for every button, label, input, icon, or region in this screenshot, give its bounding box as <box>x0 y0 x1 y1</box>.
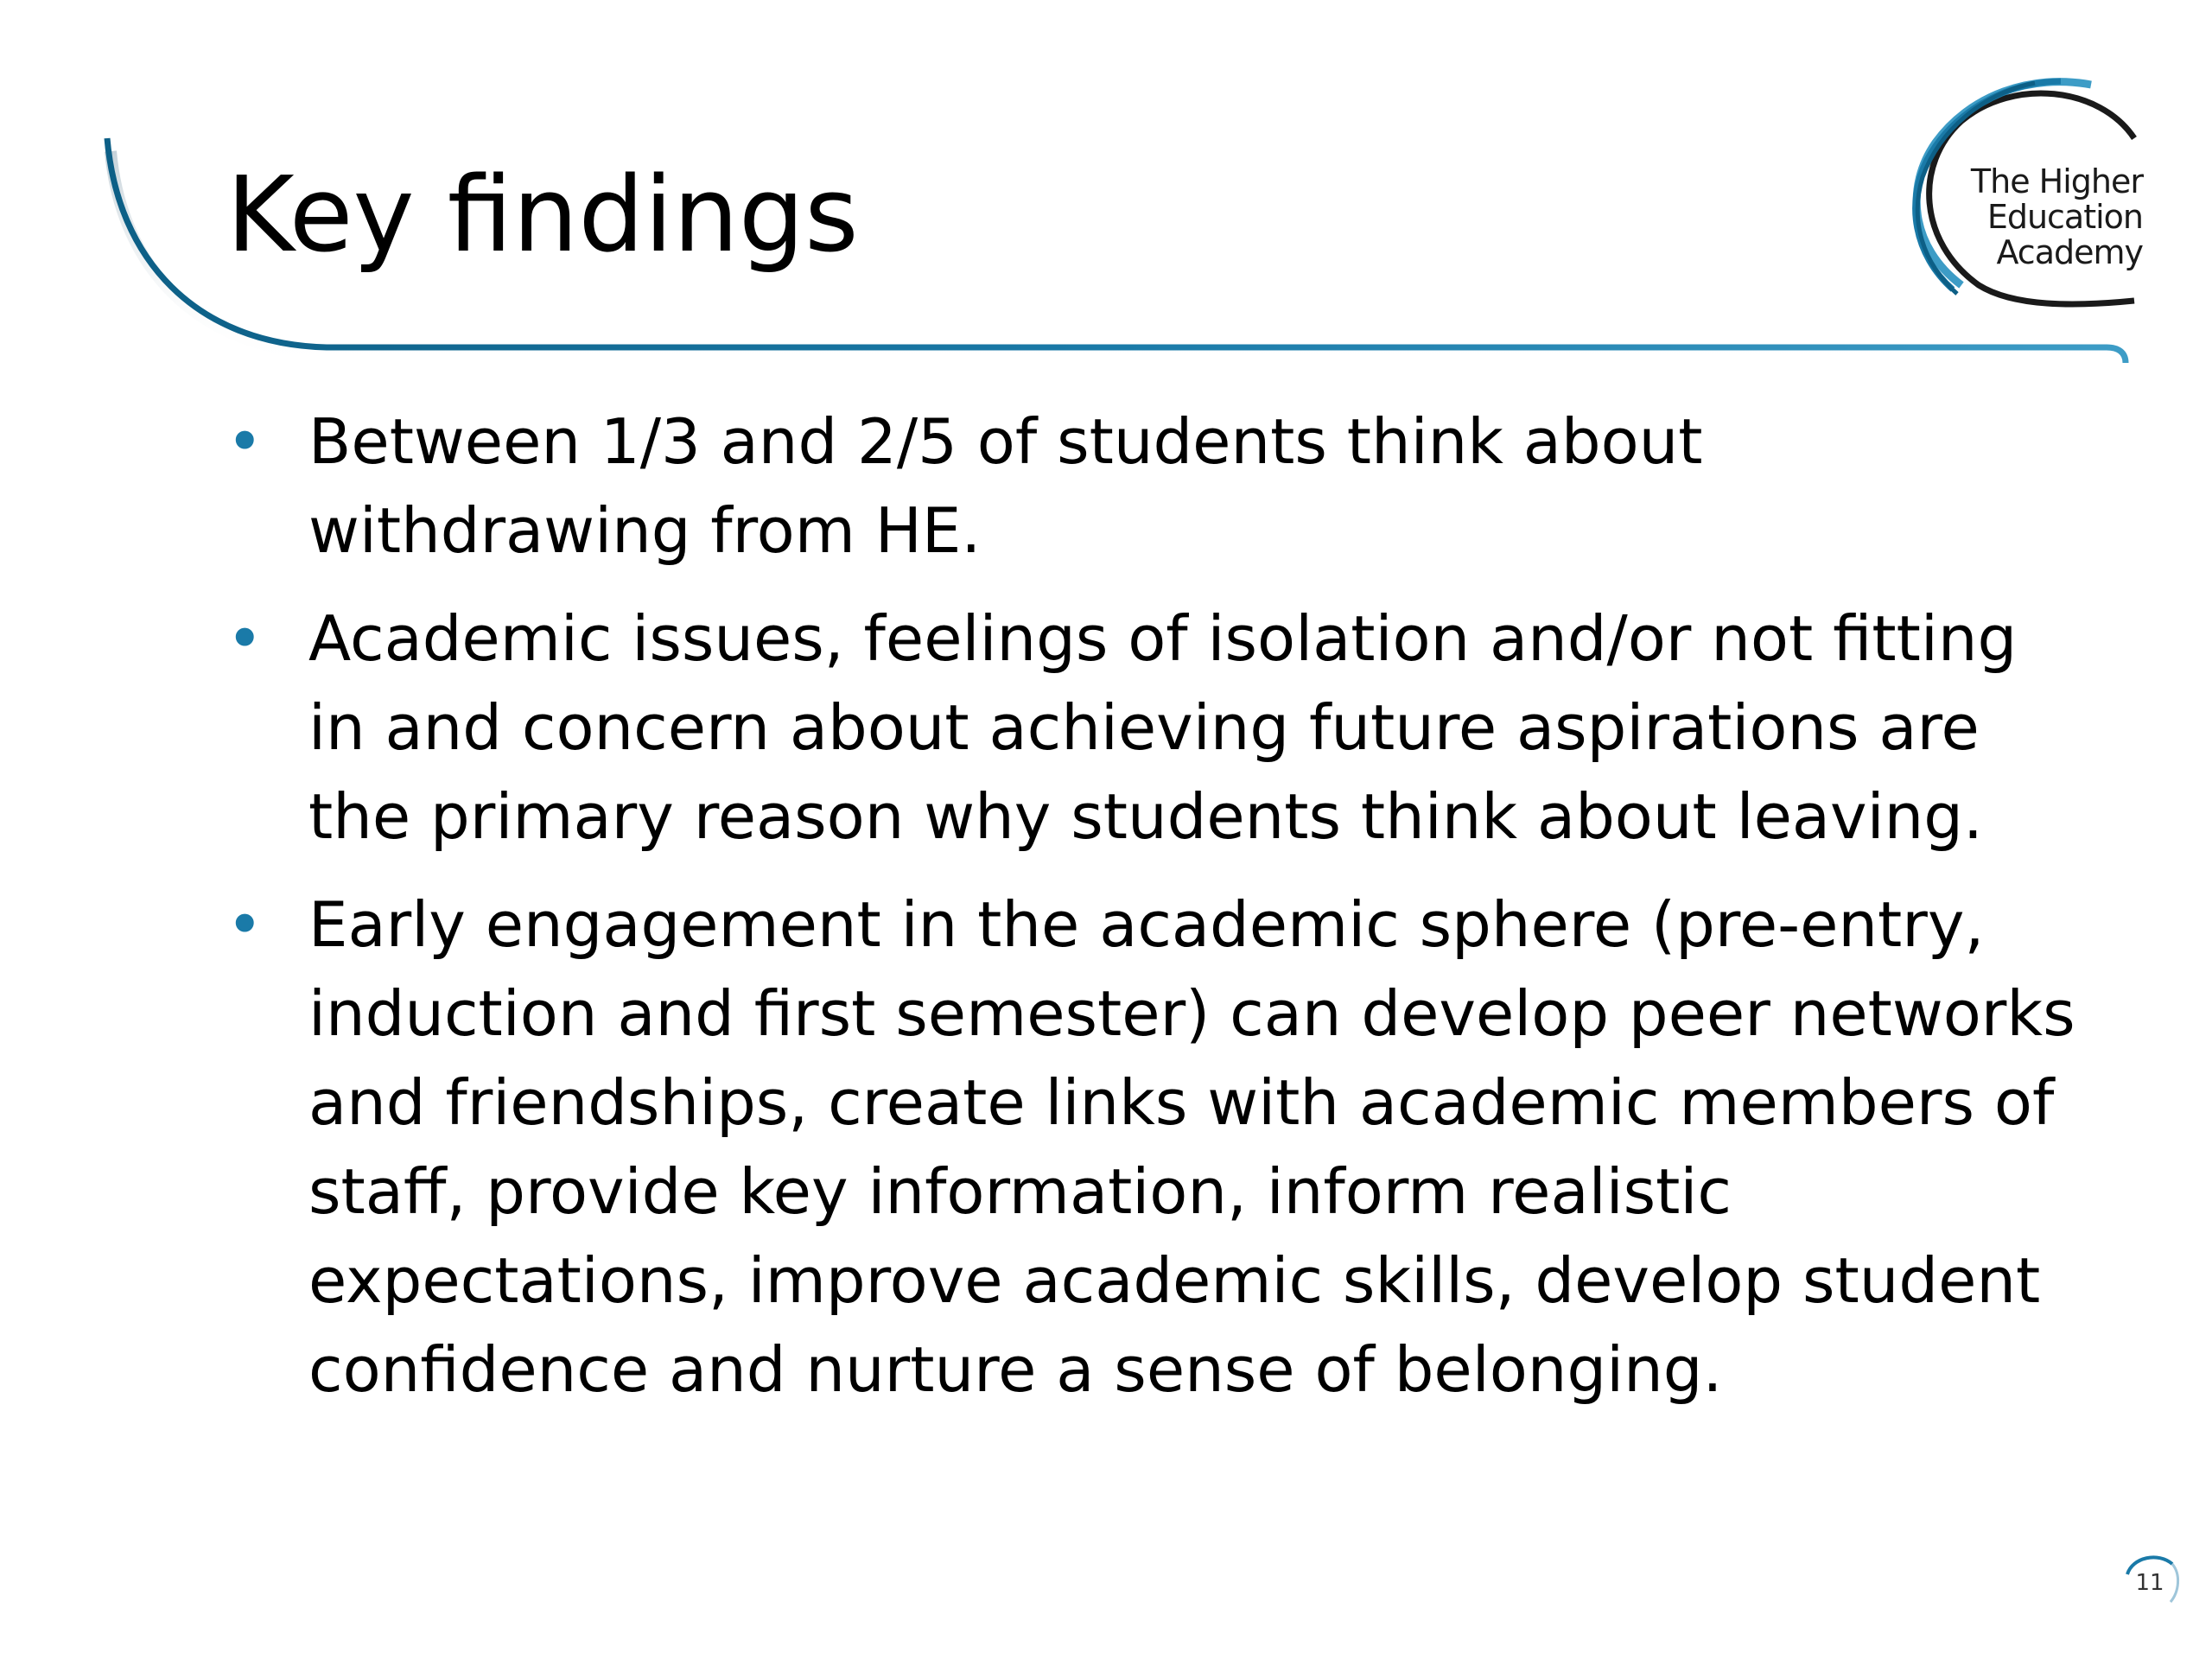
bullet-icon: • <box>226 888 264 961</box>
bullet-text: Between 1/3 and 2/5 of students think about withdrawing from HE. <box>308 405 1703 567</box>
bullet-text: Academic issues, feelings of isolation and/or not fitting in and concern about achieving future aspirations are the primary reason why students think about leaving. <box>308 602 2018 853</box>
logo-line-2: Education <box>1986 198 2143 236</box>
logo-wordmark <box>1953 164 2143 270</box>
page-number-badge <box>2115 1548 2184 1618</box>
logo-line-1: The Higher <box>1970 162 2143 200</box>
slide-title: Key findings <box>226 156 859 276</box>
logo-line-3: Academy <box>1996 233 2143 271</box>
list-item <box>226 880 2084 1414</box>
bullet-icon: • <box>226 405 264 478</box>
list-item <box>226 397 2084 575</box>
higher-education-academy-logo <box>1884 78 2143 311</box>
key-findings-list <box>226 397 2084 1433</box>
list-item <box>226 594 2084 861</box>
bullet-icon: • <box>226 602 264 675</box>
bullet-text: Early engagement in the academic sphere (pre-entry, induction and first semester) can develop peer networks and friendships, create links with academic members of staff, provide key information, inform realistic expectations, improve academic skills, develop student confidence and nurture a sense of belonging. <box>308 888 2075 1406</box>
page-number: 11 <box>2135 1570 2164 1596</box>
